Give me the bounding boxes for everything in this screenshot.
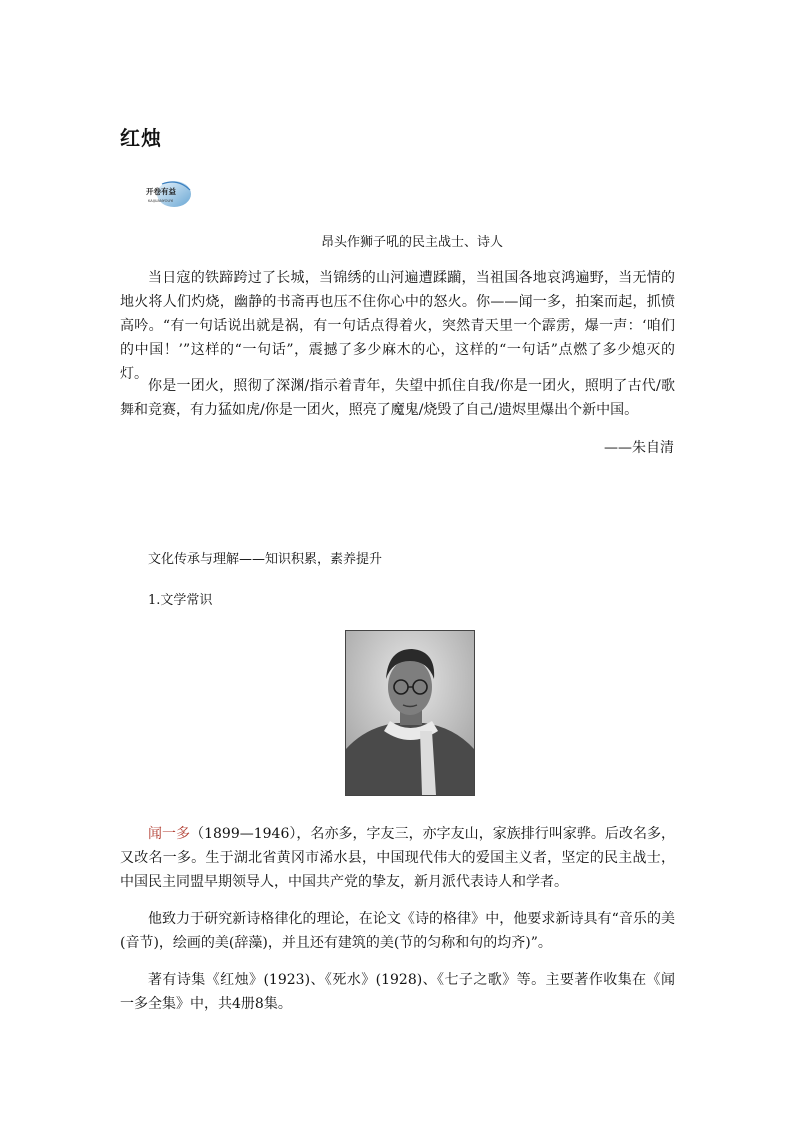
badge-main-text: 开卷有益	[146, 187, 176, 196]
bio-paragraph-1	[120, 822, 675, 894]
wen-yiduo-portrait	[345, 630, 475, 796]
intro-paragraph-2: 你是一团火，照彻了深渊/指示着青年，失望中抓住自我/你是一团火，照明了古代/歌舞和竞赛，有力猛如虎/你是一团火，照亮了魔鬼/烧毁了自己/遗烬里爆出个新中国。	[120, 378, 675, 418]
section-heading: 文化传承与理解——知识积累，素养提升	[148, 552, 383, 567]
literary-knowledge-heading: 1.文学常识	[148, 593, 213, 608]
kaijuan-youyi-badge-icon	[144, 180, 192, 208]
badge-sub-text: KAIJUANYOUYI	[148, 199, 174, 203]
bio-paragraph-3: 著有诗集《红烛》(1923)、《死水》(1928)、《七子之歌》等。主要著作收集在《闻一多全集》中，共4册8集。	[120, 972, 675, 1012]
intro-subtitle: 昂头作狮子吼的民主战士、诗人	[320, 235, 503, 250]
intro-paragraph-1: 当日寇的铁蹄跨过了长城，当锦绣的山河遍遭蹂躏，当祖国各地哀鸿遍野，当无情的地火将人们灼烧，幽静的书斋再也压不住你心中的怒火。你——闻一多，拍案而起，抓愤高吟。“有一句话说出就是祸，有一句话点得着火，突然青天里一个霹雳，爆一声：‘咱们的中国！’”这样的“一句话”，震撼了多少麻木的心，这样的“一句话”点燃了多少熄灭的灯。	[120, 270, 675, 382]
bio-paragraph-2: 他致力于研究新诗格律化的理论，在论文《诗的格律》中，他要求新诗具有“音乐的美(音节)，绘画的美(辞藻)，并且还有建筑的美(节的匀称和句的均齐)”。	[120, 911, 675, 951]
bio-paragraph-1-text: （1899—1946），名亦多，字友三，亦字友山，家族排行叫家骅。后改名多，又改名一多。生于湖北省黄冈市浠水县，中国现代伟大的爱国主义者，坚定的民主战士，中国民主同盟早期领导人，中国共产党的挚友，新月派代表诗人和学者。	[120, 826, 675, 890]
author-name: 闻一多	[148, 826, 191, 842]
page-title: 红烛	[120, 126, 162, 150]
quote-signature: ——朱自清	[604, 440, 674, 456]
